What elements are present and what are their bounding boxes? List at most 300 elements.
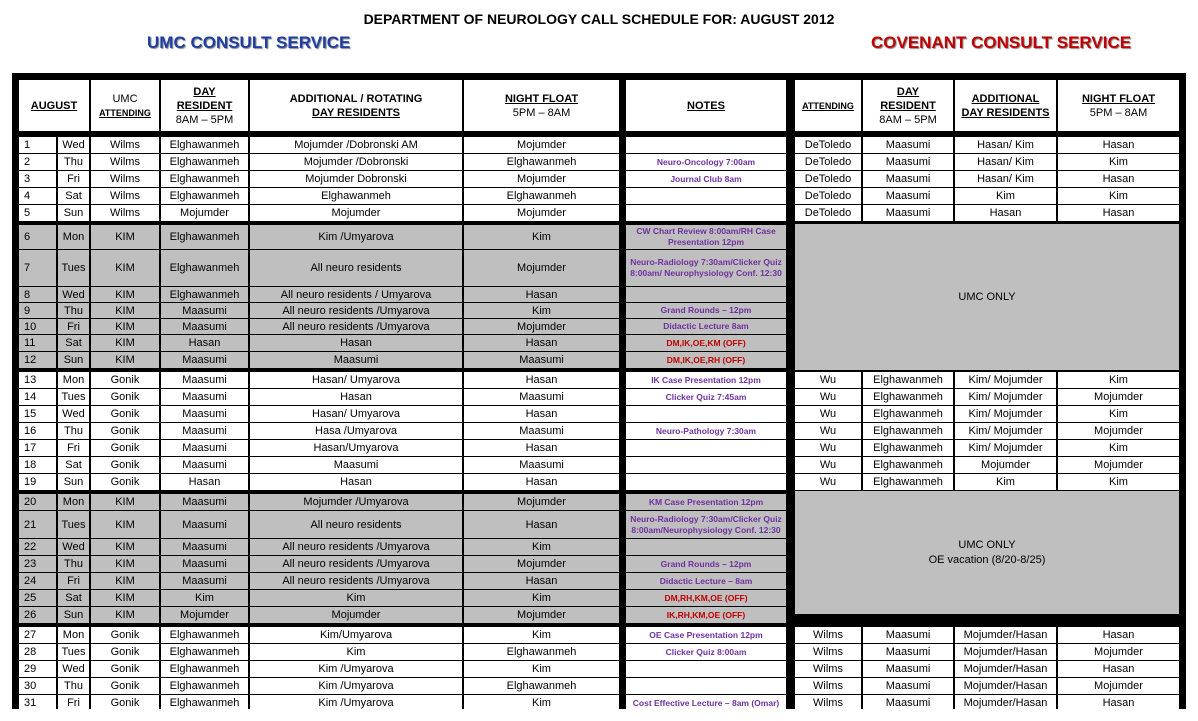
covenant-day-resident-cell: Maasumi: [863, 627, 953, 643]
note-cell: [626, 287, 786, 302]
note-cell: [626, 457, 786, 473]
weekday-cell: Sun: [58, 474, 89, 490]
note-cell: [626, 205, 786, 221]
umc-only-label: UMC ONLY: [958, 538, 1016, 551]
header-covenant-attending: [795, 80, 861, 131]
day-number-cell: 27: [19, 627, 56, 643]
night-float-cell: Maasumi: [464, 352, 619, 368]
umc-attending-cell: Gonik: [91, 423, 159, 439]
additional-residents-cell: Mojumder Dobronski: [250, 171, 462, 187]
note-cell: Neuro-Oncology 7:00am: [626, 154, 786, 170]
umc-attending-cell: Gonik: [91, 389, 159, 405]
header-august: [19, 80, 89, 131]
night-float-cell: Kim: [464, 661, 619, 677]
day-number-cell: 25: [19, 590, 56, 606]
day-resident-cell: Maasumi: [161, 352, 248, 368]
covenant-attending-cell: Wu: [795, 457, 861, 473]
umc-attending-cell: KIM: [91, 573, 159, 589]
covenant-night-float-cell: Mojumder: [1058, 457, 1179, 473]
weekday-cell: Mon: [58, 627, 89, 643]
covenant-additional-cell: Mojumder/Hasan: [955, 695, 1056, 711]
covenant-additional-cell: Mojumder/Hasan: [955, 678, 1056, 694]
header-day-resident-line3: 8AM – 5PM: [175, 113, 234, 126]
weekday-cell: Wed: [58, 406, 89, 422]
night-float-cell: Hasan: [464, 511, 619, 538]
additional-residents-cell: All neuro residents /Umyarova: [250, 303, 462, 318]
night-float-cell: Hasan: [464, 335, 619, 351]
covenant-attending-cell: Wilms: [795, 644, 861, 660]
header-night-float-line2: 5PM – 8AM: [512, 106, 571, 119]
note-cell: Didactic Lecture – 8am: [626, 573, 786, 589]
header-cov-day-line2: RESIDENT: [880, 99, 936, 112]
night-float-cell: Elghawanmeh: [464, 188, 619, 204]
additional-residents-cell: Mojumder: [250, 607, 462, 623]
day-number-cell: 28: [19, 644, 56, 660]
covenant-day-resident-cell: Elghawanmeh: [863, 372, 953, 388]
covenant-attending-cell: Wu: [795, 474, 861, 490]
weekday-cell: Sun: [58, 352, 89, 368]
night-float-cell: Mojumder: [464, 205, 619, 221]
umc-attending-cell: KIM: [91, 335, 159, 351]
day-number-cell: 23: [19, 556, 56, 572]
day-number-cell: 31: [19, 695, 56, 711]
day-number-cell: 3: [19, 171, 56, 187]
day-resident-cell: Elghawanmeh: [161, 287, 248, 302]
covenant-night-float-cell: Mojumder: [1058, 423, 1179, 439]
covenant-night-float-cell: Kim: [1058, 406, 1179, 422]
day-resident-cell: Maasumi: [161, 303, 248, 318]
night-float-cell: Maasumi: [464, 423, 619, 439]
note-cell: [626, 474, 786, 490]
note-cell: Cost Effective Lecture – 8am (Omar): [626, 695, 786, 711]
umc-attending-cell: KIM: [91, 250, 159, 286]
weekday-cell: Sat: [58, 188, 89, 204]
night-float-cell: Mojumder: [464, 137, 619, 153]
covenant-additional-cell: Mojumder/Hasan: [955, 627, 1056, 643]
additional-residents-cell: Kim /Umyarova: [250, 678, 462, 694]
note-cell: [626, 539, 786, 555]
covenant-night-float-cell: Hasan: [1058, 661, 1179, 677]
note-cell: Journal Club 8am: [626, 171, 786, 187]
header-covenant-additional: [955, 80, 1056, 131]
day-resident-cell: Maasumi: [161, 319, 248, 334]
covenant-additional-cell: Kim/ Mojumder: [955, 423, 1056, 439]
additional-residents-cell: Maasumi: [250, 457, 462, 473]
covenant-night-float-cell: Kim: [1058, 440, 1179, 456]
header-covenant-attending-label: ATTENDING: [802, 100, 854, 111]
note-cell: [626, 137, 786, 153]
header-day-resident-line1: DAY: [193, 85, 216, 98]
additional-residents-cell: All neuro residents /Umyarova: [250, 319, 462, 334]
weekday-cell: Fri: [58, 319, 89, 334]
additional-residents-cell: Hasan: [250, 335, 462, 351]
night-float-cell: Kim: [464, 695, 619, 711]
night-float-cell: Hasan: [464, 474, 619, 490]
covenant-additional-cell: Hasan/ Kim: [955, 154, 1056, 170]
umc-only-block-week2: [795, 224, 1179, 370]
note-cell: Grand Rounds – 12pm: [626, 556, 786, 572]
covenant-attending-cell: Wilms: [795, 695, 861, 711]
note-cell: DM,IK,OE,RH (OFF): [626, 352, 786, 368]
day-resident-cell: Mojumder: [161, 205, 248, 221]
additional-residents-cell: All neuro residents /Umyarova: [250, 573, 462, 589]
header-day-resident-line2: RESIDENT: [176, 99, 233, 112]
note-cell: OE Case Presentation 12pm: [626, 627, 786, 643]
day-number-cell: 1: [19, 137, 56, 153]
additional-residents-cell: Mojumder /Umyarova: [250, 494, 462, 510]
covenant-night-float-cell: Hasan: [1058, 627, 1179, 643]
day-number-cell: 7: [19, 250, 56, 286]
night-float-cell: Kim: [464, 627, 619, 643]
umc-attending-cell: Gonik: [91, 661, 159, 677]
day-resident-cell: Maasumi: [161, 556, 248, 572]
covenant-attending-cell: DeToledo: [795, 205, 861, 221]
covenant-additional-cell: Hasan/ Kim: [955, 137, 1056, 153]
night-float-cell: Elghawanmeh: [464, 644, 619, 660]
umc-attending-cell: Wilms: [91, 137, 159, 153]
additional-residents-cell: Mojumder /Dobronski AM: [250, 137, 462, 153]
day-resident-cell: Hasan: [161, 474, 248, 490]
weekday-cell: Fri: [58, 440, 89, 456]
weekday-cell: Sat: [58, 335, 89, 351]
additional-residents-cell: All neuro residents: [250, 250, 462, 286]
note-cell: Neuro-Pathology 7:30am: [626, 423, 786, 439]
header-cov-night-line2: 5PM – 8AM: [1089, 106, 1148, 119]
covenant-additional-cell: Kim/ Mojumder: [955, 440, 1056, 456]
note-cell: Clicker Quiz 7:45am: [626, 389, 786, 405]
schedule-table: [12, 73, 1186, 709]
note-cell: Grand Rounds – 12pm: [626, 303, 786, 318]
night-float-cell: Elghawanmeh: [464, 154, 619, 170]
weekday-cell: Mon: [58, 225, 89, 249]
header-umc-attending-line2: ATTENDING: [99, 107, 151, 118]
covenant-additional-cell: Hasan: [955, 205, 1056, 221]
covenant-attending-cell: Wu: [795, 440, 861, 456]
covenant-additional-cell: Kim: [955, 188, 1056, 204]
day-number-cell: 12: [19, 352, 56, 368]
umc-attending-cell: Gonik: [91, 644, 159, 660]
day-number-cell: 9: [19, 303, 56, 318]
note-cell: DM,RH,KM,OE (OFF): [626, 590, 786, 606]
covenant-attending-cell: Wu: [795, 423, 861, 439]
header-additional-line1: ADDITIONAL / ROTATING: [289, 92, 423, 105]
day-number-cell: 18: [19, 457, 56, 473]
day-number-cell: 4: [19, 188, 56, 204]
note-cell: DM,IK,OE,KM (OFF): [626, 335, 786, 351]
header-cov-add-line1: ADDITIONAL: [971, 92, 1040, 105]
covenant-night-float-cell: Kim: [1058, 474, 1179, 490]
header-night-float-line1: NIGHT FLOAT: [504, 92, 579, 105]
night-float-cell: Mojumder: [464, 319, 619, 334]
weekday-cell: Fri: [58, 573, 89, 589]
covenant-additional-cell: Kim/ Mojumder: [955, 389, 1056, 405]
day-number-cell: 29: [19, 661, 56, 677]
header-day-resident: [161, 80, 248, 131]
day-resident-cell: Maasumi: [161, 440, 248, 456]
additional-residents-cell: Kim /Umyarova: [250, 695, 462, 711]
covenant-day-resident-cell: Maasumi: [863, 205, 953, 221]
note-cell: Clicker Quiz 8:00am: [626, 644, 786, 660]
day-resident-cell: Maasumi: [161, 389, 248, 405]
night-float-cell: Maasumi: [464, 457, 619, 473]
covenant-attending-cell: Wilms: [795, 678, 861, 694]
covenant-attending-cell: DeToledo: [795, 188, 861, 204]
note-cell: IK Case Presentation 12pm: [626, 372, 786, 388]
note-cell: Neuro-Radiology 7:30am/Clicker Quiz 8:00am/Neurophysiology Conf. 12:30: [626, 511, 786, 538]
day-number-cell: 19: [19, 474, 56, 490]
header-umc-attending-line1: UMC: [112, 92, 138, 105]
note-cell: Neuro-Radiology 7:30am/Clicker Quiz 8:00am/ Neurophysiology Conf. 12:30: [626, 250, 786, 286]
weekday-cell: Tues: [58, 644, 89, 660]
day-resident-cell: Maasumi: [161, 573, 248, 589]
day-resident-cell: Kim: [161, 590, 248, 606]
weekday-cell: Wed: [58, 539, 89, 555]
night-float-cell: Mojumder: [464, 494, 619, 510]
day-number-cell: 22: [19, 539, 56, 555]
weekday-cell: Wed: [58, 287, 89, 302]
weekday-cell: Fri: [58, 171, 89, 187]
day-resident-cell: Elghawanmeh: [161, 171, 248, 187]
covenant-day-resident-cell: Elghawanmeh: [863, 423, 953, 439]
page-title: DEPARTMENT OF NEUROLOGY CALL SCHEDULE FOR: AUGUST 2012: [363, 11, 835, 27]
umc-attending-cell: KIM: [91, 225, 159, 249]
additional-residents-cell: All neuro residents /Umyarova: [250, 556, 462, 572]
night-float-cell: Kim: [464, 225, 619, 249]
covenant-attending-cell: Wu: [795, 406, 861, 422]
weekday-cell: Thu: [58, 556, 89, 572]
umc-attending-cell: Wilms: [91, 171, 159, 187]
additional-residents-cell: Hasan/ Umyarova: [250, 372, 462, 388]
day-resident-cell: Mojumder: [161, 607, 248, 623]
night-float-cell: Hasan: [464, 287, 619, 302]
covenant-additional-cell: Kim/ Mojumder: [955, 372, 1056, 388]
covenant-night-float-cell: Hasan: [1058, 205, 1179, 221]
additional-residents-cell: Kim: [250, 644, 462, 660]
covenant-additional-cell: Kim/ Mojumder: [955, 406, 1056, 422]
night-float-cell: Kim: [464, 539, 619, 555]
weekday-cell: Tues: [58, 511, 89, 538]
note-cell: [626, 188, 786, 204]
additional-residents-cell: Mojumder /Dobronski: [250, 154, 462, 170]
note-cell: [626, 661, 786, 677]
day-resident-cell: Elghawanmeh: [161, 250, 248, 286]
covenant-day-resident-cell: Elghawanmeh: [863, 406, 953, 422]
day-number-cell: 26: [19, 607, 56, 623]
umc-attending-cell: Gonik: [91, 678, 159, 694]
covenant-day-resident-cell: Elghawanmeh: [863, 457, 953, 473]
weekday-cell: Wed: [58, 661, 89, 677]
covenant-day-resident-cell: Elghawanmeh: [863, 474, 953, 490]
umc-attending-cell: Wilms: [91, 154, 159, 170]
covenant-day-resident-cell: Maasumi: [863, 154, 953, 170]
weekday-cell: Sat: [58, 457, 89, 473]
header-notes: [626, 80, 786, 131]
covenant-night-float-cell: Hasan: [1058, 171, 1179, 187]
weekday-cell: Tues: [58, 389, 89, 405]
night-float-cell: Maasumi: [464, 389, 619, 405]
day-number-cell: 24: [19, 573, 56, 589]
day-resident-cell: Elghawanmeh: [161, 644, 248, 660]
umc-attending-cell: Gonik: [91, 457, 159, 473]
day-resident-cell: Maasumi: [161, 539, 248, 555]
additional-residents-cell: Hasan: [250, 389, 462, 405]
umc-attending-cell: Gonik: [91, 372, 159, 388]
note-cell: [626, 440, 786, 456]
covenant-night-float-cell: Hasan: [1058, 695, 1179, 711]
night-float-cell: Mojumder: [464, 607, 619, 623]
covenant-additional-cell: Mojumder/Hasan: [955, 644, 1056, 660]
umc-attending-cell: KIM: [91, 556, 159, 572]
day-number-cell: 14: [19, 389, 56, 405]
day-resident-cell: Maasumi: [161, 372, 248, 388]
day-number-cell: 30: [19, 678, 56, 694]
covenant-additional-cell: Mojumder/Hasan: [955, 661, 1056, 677]
additional-residents-cell: All neuro residents: [250, 511, 462, 538]
night-float-cell: Kim: [464, 590, 619, 606]
covenant-night-float-cell: Kim: [1058, 154, 1179, 170]
additional-residents-cell: Kim: [250, 590, 462, 606]
header-covenant-night-float: [1058, 80, 1179, 131]
covenant-night-float-cell: Hasan: [1058, 137, 1179, 153]
day-number-cell: 11: [19, 335, 56, 351]
weekday-cell: Sat: [58, 590, 89, 606]
covenant-day-resident-cell: Maasumi: [863, 661, 953, 677]
day-resident-cell: Elghawanmeh: [161, 678, 248, 694]
weekday-cell: Sun: [58, 205, 89, 221]
night-float-cell: Mojumder: [464, 250, 619, 286]
additional-residents-cell: Hasan/ Umyarova: [250, 406, 462, 422]
umc-attending-cell: KIM: [91, 511, 159, 538]
umc-attending-cell: Wilms: [91, 188, 159, 204]
covenant-attending-cell: Wu: [795, 372, 861, 388]
umc-attending-cell: Gonik: [91, 406, 159, 422]
umc-attending-cell: Wilms: [91, 205, 159, 221]
day-number-cell: 5: [19, 205, 56, 221]
covenant-attending-cell: DeToledo: [795, 154, 861, 170]
covenant-attending-cell: Wu: [795, 389, 861, 405]
day-number-cell: 8: [19, 287, 56, 302]
weekday-cell: Tues: [58, 250, 89, 286]
day-resident-cell: Elghawanmeh: [161, 627, 248, 643]
header-additional-rotating: [250, 80, 462, 131]
weekday-cell: Thu: [58, 303, 89, 318]
day-resident-cell: Maasumi: [161, 423, 248, 439]
night-float-cell: Hasan: [464, 406, 619, 422]
header-additional-line2: DAY RESIDENTS: [311, 106, 401, 119]
header-cov-day-line3: 8AM – 5PM: [879, 113, 937, 126]
covenant-service-heading: COVENANT CONSULT SERVICE: [871, 33, 1132, 52]
umc-attending-cell: KIM: [91, 607, 159, 623]
header-cov-day-line1: DAY: [896, 85, 920, 98]
additional-residents-cell: All neuro residents /Umyarova: [250, 539, 462, 555]
header-cov-night-line1: NIGHT FLOAT: [1081, 92, 1156, 105]
covenant-day-resident-cell: Maasumi: [863, 678, 953, 694]
note-cell: Didactic Lecture 8am: [626, 319, 786, 334]
covenant-night-float-cell: Mojumder: [1058, 678, 1179, 694]
day-resident-cell: Elghawanmeh: [161, 225, 248, 249]
day-number-cell: 6: [19, 225, 56, 249]
additional-residents-cell: Mojumder: [250, 205, 462, 221]
covenant-night-float-cell: Mojumder: [1058, 644, 1179, 660]
night-float-cell: Hasan: [464, 440, 619, 456]
additional-residents-cell: Hasan: [250, 474, 462, 490]
day-resident-cell: Elghawanmeh: [161, 661, 248, 677]
covenant-additional-cell: Hasan/ Kim: [955, 171, 1056, 187]
umc-attending-cell: KIM: [91, 494, 159, 510]
umc-attending-cell: Gonik: [91, 474, 159, 490]
header-umc-attending: [91, 80, 159, 131]
oe-vacation-note: OE vacation (8/20-8/25): [928, 553, 1046, 566]
weekday-cell: Wed: [58, 137, 89, 153]
day-number-cell: 21: [19, 511, 56, 538]
covenant-additional-cell: Kim: [955, 474, 1056, 490]
header-night-float: [464, 80, 619, 131]
covenant-attending-cell: DeToledo: [795, 137, 861, 153]
covenant-day-resident-cell: Maasumi: [863, 644, 953, 660]
umc-attending-cell: KIM: [91, 539, 159, 555]
day-resident-cell: Maasumi: [161, 494, 248, 510]
day-resident-cell: Elghawanmeh: [161, 188, 248, 204]
additional-residents-cell: Elghawanmeh: [250, 188, 462, 204]
covenant-additional-cell: Mojumder: [955, 457, 1056, 473]
day-resident-cell: Elghawanmeh: [161, 137, 248, 153]
weekday-cell: Thu: [58, 423, 89, 439]
day-resident-cell: Maasumi: [161, 511, 248, 538]
umc-only-block-week4: [795, 491, 1179, 614]
day-number-cell: 13: [19, 372, 56, 388]
night-float-cell: Mojumder: [464, 171, 619, 187]
header-notes-label: NOTES: [687, 99, 725, 112]
day-resident-cell: Maasumi: [161, 457, 248, 473]
umc-attending-cell: KIM: [91, 287, 159, 302]
covenant-day-resident-cell: Elghawanmeh: [863, 389, 953, 405]
umc-attending-cell: KIM: [91, 319, 159, 334]
day-number-cell: 17: [19, 440, 56, 456]
covenant-day-resident-cell: Elghawanmeh: [863, 440, 953, 456]
covenant-night-float-cell: Kim: [1058, 188, 1179, 204]
umc-attending-cell: Gonik: [91, 440, 159, 456]
covenant-attending-cell: Wilms: [795, 627, 861, 643]
note-cell: CW Chart Review 8:00am/RH Case Presentation 12pm: [626, 225, 786, 249]
umc-only-label: UMC ONLY: [958, 290, 1016, 303]
covenant-attending-cell: DeToledo: [795, 171, 861, 187]
covenant-night-float-cell: Mojumder: [1058, 389, 1179, 405]
covenant-day-resident-cell: Maasumi: [863, 695, 953, 711]
additional-residents-cell: Maasumi: [250, 352, 462, 368]
night-float-cell: Kim: [464, 303, 619, 318]
additional-residents-cell: Kim/Umyarova: [250, 627, 462, 643]
weekday-cell: Fri: [58, 695, 89, 711]
additional-residents-cell: Hasa /Umyarova: [250, 423, 462, 439]
covenant-night-float-cell: Kim: [1058, 372, 1179, 388]
day-resident-cell: Maasumi: [161, 406, 248, 422]
additional-residents-cell: Kim /Umyarova: [250, 661, 462, 677]
umc-attending-cell: Gonik: [91, 695, 159, 711]
umc-attending-cell: KIM: [91, 352, 159, 368]
umc-attending-cell: Gonik: [91, 627, 159, 643]
day-resident-cell: Elghawanmeh: [161, 695, 248, 711]
night-float-cell: Hasan: [464, 573, 619, 589]
day-number-cell: 16: [19, 423, 56, 439]
additional-residents-cell: All neuro residents / Umyarova: [250, 287, 462, 302]
day-number-cell: 20: [19, 494, 56, 510]
day-number-cell: 2: [19, 154, 56, 170]
header-covenant-day-resident: [863, 80, 953, 131]
covenant-day-resident-cell: Maasumi: [863, 171, 953, 187]
day-resident-cell: Hasan: [161, 335, 248, 351]
covenant-day-resident-cell: Maasumi: [863, 137, 953, 153]
covenant-attending-cell: Wilms: [795, 661, 861, 677]
